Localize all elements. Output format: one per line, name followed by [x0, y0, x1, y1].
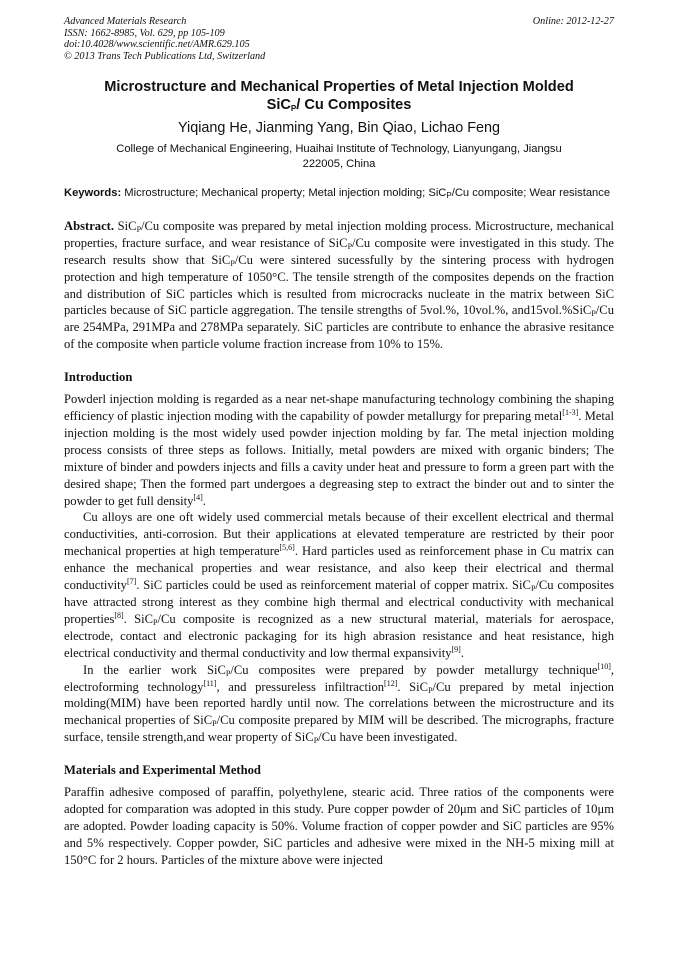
issn-line: ISSN: 1662-8985, Vol. 629, pp 105-109: [64, 27, 225, 39]
text: . SiC particles could be used as reinforcement material of copper matrix. SiC: [136, 578, 531, 593]
citation: [7]: [126, 577, 137, 587]
subscript: P: [212, 719, 217, 729]
copyright-line: © 2013 Trans Tech Publications Ltd, Switzerland: [64, 50, 266, 62]
abstract: [64, 218, 614, 353]
subscript: P: [230, 258, 235, 268]
paragraph: [64, 509, 614, 661]
abstract-text: /Cu are 254MPa, 291MPa and 278MPa separately. SiC particles are contribute to enhance the abrasive resitance of the composite when particle volume fraction increase from 10% to 15%.: [64, 303, 614, 352]
abstract-label: Abstract.: [64, 218, 115, 233]
text: . SiC: [123, 611, 154, 626]
keywords-label: Keywords:: [64, 187, 122, 200]
citation: [11]: [203, 678, 217, 688]
text: /Cu composite prepared by MIM will be described. The micrographs, fracture surface, tensile strength,and wear property of SiC: [64, 713, 614, 745]
journal-header: [64, 16, 614, 62]
title-line-2: [64, 96, 614, 114]
abstract-text: /Cu composite was prepared by metal injection molding process. Microstructure, mechanical properties, fracture surface, and wear resistance of SiC: [64, 218, 614, 250]
text: .: [202, 493, 206, 508]
subscript: P: [225, 668, 231, 678]
paper-title: [64, 78, 614, 114]
journal-name: Advanced Materials Research: [64, 16, 187, 27]
title-sub: P: [290, 104, 297, 114]
author-list: Yiqiang He, Jianming Yang, Bin Qiao, Lichao Feng: [177, 120, 501, 137]
abstract-text: /Cu were sintered sucessfully by the sintering process with hydrogen protection and high temperature of 1050°C. The tensile strength of the composites depends on the fraction and distribution of SiC particles which is resulted from microcracks nucleate in the matrix between SiC particles because of SiC particle aggregation. The tensile strengths of 5vol.%, 10vol.%, and15vol.%SiC: [64, 252, 615, 318]
citation: [5,6]: [279, 543, 295, 553]
keywords-text: Microstructure; Mechanical property; Metal injection molding; SiC: [121, 187, 447, 200]
text: . SiC: [397, 679, 429, 694]
keywords-sub: P: [446, 191, 452, 201]
section-heading-methods: Materials and Experimental Method: [64, 763, 261, 778]
methods-section: [64, 784, 614, 869]
text: Cu alloys are one oft widely used commercial metals because of their excellent electrical and thermal conductivities, anti-corrosion. But their applications at elevated temperature are restricted by their poor mechanical properties at high temperature: [64, 510, 614, 559]
title-rest: / Cu Composites: [296, 97, 412, 114]
abstract-text: /Cu composite were investigated in this study. The research results show that SiC: [64, 235, 614, 267]
affiliation: [64, 142, 614, 172]
text: .: [460, 645, 464, 660]
subscript: P: [428, 685, 433, 695]
subscript: P: [530, 584, 536, 594]
affiliation-line-1: College of Mechanical Engineering, Huaihai Institute of Technology, Lianyungang, Jiangsu: [116, 143, 562, 156]
text: /Cu composite is recognized as a new structural material, materials for aerospace, electrode, contact and electronic packaging for its high abrasion resistance and heat resistance, high electrical conductivity and thermal conductivity and low thermal expansivity: [64, 611, 615, 660]
paragraph: Paraffin adhesive composed of paraffin, polyethylene, stearic acid. Three ratios of the components were adopted for comparation was adopted in this study. Pure copper powder of 20μm and SiC particles of 10μm are adopted. Powder loading capacity is 50%. Volume fraction of copper powder and SiC particles are 95% and 5% respectively. Copper powder, SiC particles and adhesive were mixed in the NH-5 mixing mill at 150°C for 2 hours. Particles of the mixture above were injected: [64, 785, 614, 867]
keywords-text-2: /Cu composite; Wear resistance: [451, 187, 611, 200]
text: In the earlier work SiC: [83, 662, 226, 677]
text: , electroforming technology: [64, 662, 615, 694]
citation: [4]: [193, 492, 203, 502]
subscript: P: [347, 241, 353, 251]
citation: [9]: [451, 644, 461, 654]
title-line-1: Microstructure and Mechanical Properties of Metal Injection Molded: [104, 79, 574, 96]
text: . Metal injection molding is the most widely used powder injection molding by far. The metal injection molding process consists of three steps as follows. Initially, metal powders are mixed with organic binders; The mixture of binder and powders injects and fills a cavity under heat and pressure to form a green part with the desired shape; Then the formed part undergoes a degreasing step to extract the binder out and to sinter the powder to get full density: [64, 409, 614, 508]
abstract-text: SiC: [114, 218, 137, 233]
citation: [1-3]: [562, 408, 579, 418]
citation: [10]: [597, 661, 611, 671]
text: /Cu composites have attracted strong interest as they combine high thermal and electrical conductivity with mechanical properties: [64, 578, 614, 626]
text: /Cu have been investigated.: [318, 730, 458, 745]
text: . Hard particles used as reinforcement phase in Cu matrix can enhance the mechanical properties and wear resistance, and also keep their electrical and thermal conductivity: [64, 544, 614, 593]
citation: [8]: [114, 610, 124, 620]
text: Powderl injection molding is regarded as a near net-shape manufacturing technology combining the shaping efficiency of plastic injection moding with the capability of powder metallurgy for preparing metal: [64, 392, 614, 424]
text: /Cu prepared by metal injection molding(MIM) have been reported hardly until now. The correlations between the microstructure and its mechanical properties of SiC: [64, 679, 614, 728]
title-sic: SiC: [266, 97, 291, 114]
paper-page: [64, 16, 614, 869]
paragraph: [64, 391, 614, 509]
paragraph: [64, 662, 614, 747]
text: , and pressureless infiltraction: [216, 679, 385, 694]
subscript: P: [591, 309, 596, 319]
keywords: [64, 186, 614, 202]
subscript: P: [313, 736, 319, 746]
subscript: P: [153, 617, 158, 627]
affiliation-line-2: 222005, China: [302, 158, 376, 171]
introduction-section: [64, 391, 614, 746]
citation: [12]: [384, 678, 398, 688]
doi-line: doi:10.4028/www.scientific.net/AMR.629.105: [64, 39, 250, 51]
subscript: P: [136, 224, 142, 234]
text: /Cu composites were prepared by powder metallurgy technique: [230, 662, 598, 677]
online-date: Online: 2012-12-27: [532, 16, 614, 27]
section-heading-introduction: Introduction: [64, 370, 133, 385]
